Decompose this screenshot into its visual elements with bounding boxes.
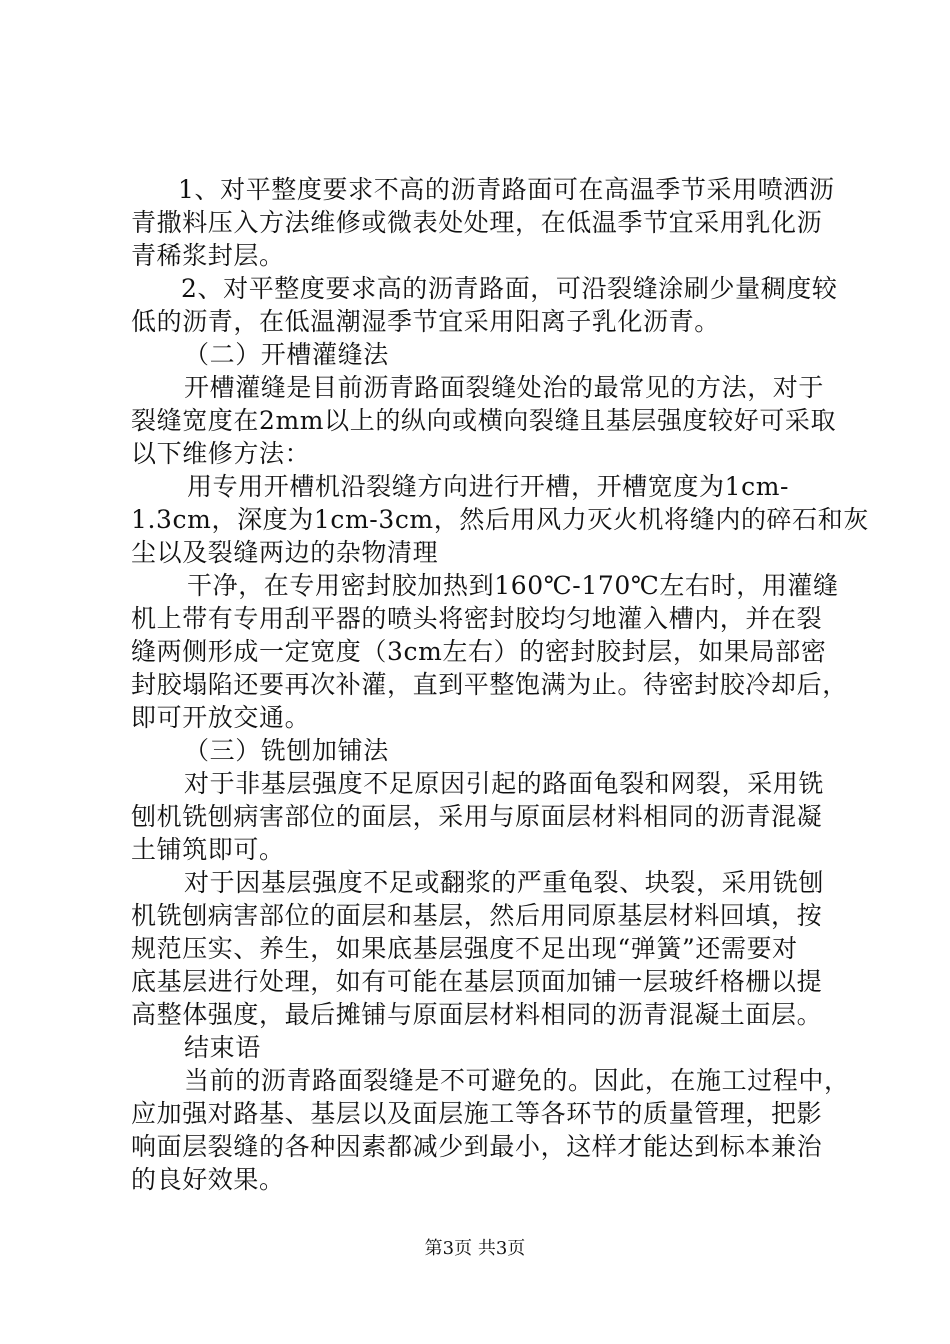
text-line: 开槽灌缝是目前沥青路面裂缝处治的最常见的方法，对于 [184, 373, 825, 402]
text-line: 青撒料压入方法维修或微表处处理，在低温季节宜采用乳化沥 [131, 208, 823, 237]
text-line: 缝两侧形成一定宽度（3cm左右）的密封胶封层，如果局部密 [131, 637, 827, 666]
text-line: 对于因基层强度不足或翻浆的严重龟裂、块裂，采用铣刨 [184, 868, 825, 897]
text-line: 的良好效果。 [131, 1165, 285, 1194]
paragraph-7 [131, 866, 831, 1031]
text-line: 机铣刨病害部位的面层和基层，然后用同原基层材料回填，按 [131, 901, 823, 930]
text-line: 土铺筑即可。 [131, 835, 285, 864]
page-footer [0, 1237, 950, 1261]
paragraph-3 [131, 371, 837, 470]
text-line: 封胶塌陷还要再次补灌，直到平整饱满为止。待密封胶冷却后， [131, 670, 848, 699]
paragraph-4 [131, 470, 869, 569]
text-line: 裂缝宽度在2mm以上的纵向或横向裂缝且基层强度较好可采取 [131, 406, 837, 435]
section-heading: （二）开槽灌缝法 [184, 340, 389, 369]
section-heading-3 [131, 734, 831, 767]
text-line: 机上带有专用刮平器的喷头将密封胶均匀地灌入槽内，并在裂 [131, 604, 823, 633]
text-line: 当前的沥青路面裂缝是不可避免的。因此，在施工过程中， [184, 1066, 850, 1095]
section-heading: （三）铣刨加铺法 [184, 736, 389, 765]
text-line: 用专用开槽机沿裂缝方向进行开槽，开槽宽度为1cm- [187, 472, 790, 501]
text-line: 刨机铣刨病害部位的面层，采用与原面层材料相同的沥青混凝 [131, 802, 823, 831]
paragraph-2 [131, 272, 838, 338]
text-line: 2、对平整度要求高的沥青路面，可沿裂缝涂刷少量稠度较 [181, 274, 838, 303]
conclusion-heading [131, 1031, 831, 1064]
text-line: 高整体强度，最后摊铺与原面层材料相同的沥青混凝土面层。 [131, 1000, 823, 1029]
text-line: 干净，在专用密封胶加热到160℃-170℃左右时，用灌缝 [187, 571, 839, 600]
section-heading-2 [131, 338, 831, 371]
text-line: 低的沥青，在低温潮湿季节宜采用阳离子乳化沥青。 [131, 307, 720, 336]
text-line: 底基层进行处理，如有可能在基层顶面加铺一层玻纤格栅以提 [131, 967, 823, 996]
text-line: 规范压实、养生，如果底基层强度不足出现“弹簧”还需要对 [131, 934, 798, 963]
text-line: 1、对平整度要求不高的沥青路面可在高温季节采用喷洒沥 [178, 175, 835, 204]
section-heading: 结束语 [184, 1033, 261, 1062]
text-line: 青稀浆封层。 [131, 241, 285, 270]
page-number: 第3页 共3页 [424, 1238, 526, 1259]
text-line: 尘以及裂缝两边的杂物清理 [131, 538, 439, 567]
text-line: 对于非基层强度不足原因引起的路面龟裂和网裂，采用铣 [184, 769, 825, 798]
document-body [131, 173, 869, 1196]
text-line: 1.3cm，深度为1cm-3cm，然后用风力灭火机将缝内的碎石和灰 [131, 505, 869, 534]
paragraph-1 [131, 173, 835, 272]
text-line: 即可开放交通。 [131, 703, 311, 732]
text-line: 应加强对路基、基层以及面层施工等各环节的质量管理，把影 [131, 1099, 823, 1128]
paragraph-8 [131, 1064, 850, 1196]
text-line: 以下维修方法： [131, 439, 311, 468]
paragraph-5 [131, 569, 848, 734]
text-line: 响面层裂缝的各种因素都减少到最小，这样才能达到标本兼治 [131, 1132, 823, 1161]
paragraph-6 [131, 767, 831, 866]
